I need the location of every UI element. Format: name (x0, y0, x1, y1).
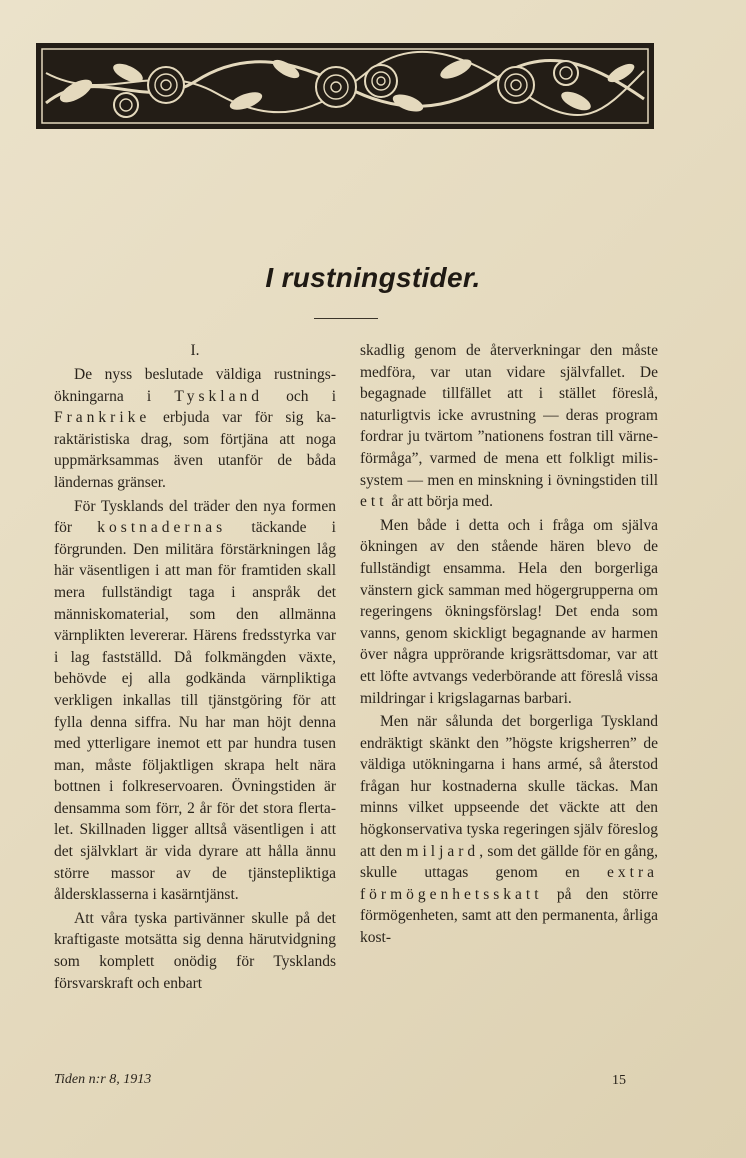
spaced-word: ett (360, 493, 388, 511)
title-rule (314, 318, 378, 319)
article-title: I rustningstider. (265, 262, 481, 293)
journal-citation: Tiden n:r 8, 1913 (54, 1072, 152, 1087)
spaced-word: miljard (406, 842, 480, 860)
text-run: , som det gällde för en gång, skulle uttagas genom en (360, 842, 658, 882)
text-run: år att börja med. (387, 493, 493, 511)
text-run: De nyss beslutade väldiga rustningsökningarna i (54, 366, 336, 405)
spaced-word: kostnadernas (97, 519, 227, 537)
text-run: på den större förmögenheten, samt att den permanenta, årliga kost- (360, 885, 658, 947)
text-run: För Tysklands del träder den nya formen för (54, 497, 336, 537)
text-run: skadlig genom de återverkningar den måste medföra, var utan vidare självfallet. De begagnade tillfället att i stället föreslå, naturligtvis icke avrustning — deras program fordrar ju tvärtom ”nationens fostran till värneförmåga”, varmed de mena ett folkligt milis-system — men en minskning i övningstiden till (360, 342, 658, 489)
left-column (54, 340, 336, 994)
paragraph (54, 364, 336, 494)
rose-vine-ornament-icon (36, 43, 654, 129)
text-run: täckande i förgrunden. Den militära förstärkningen låg här väsentligen i att man för framtiden skall mera fullständigt taga i anspråk det människomaterial, som den allmänna värnplikten levererar. Härens fredsstyrka var i lag fastställd. Då folkmängden växte, behövde ej alla godkända värnpliktiga verkligen inkallas till tjänstgöring för att fylla denna siffra. Nu har man höjt denna med ytterligare inemot ett par hundra tusen man, måste följaktligen skrapa helt nära bottnen i folkreservoaren. Övningstiden är densamma som förr, 2 år för det stora flertalet. Skillnaden ligger alltså väsentligen i att det självklart är vida dyrare att hålla ännu större massor av de tjänstepliktiga åldersklasserna i kasärntjänst. (54, 519, 336, 904)
spaced-word: extra förmögenhetsskatt (360, 864, 658, 903)
spaced-word: Tyskland (174, 387, 263, 405)
paragraph (54, 496, 336, 906)
paragraph (360, 711, 658, 949)
paragraph (360, 340, 658, 513)
page-number: 15 (612, 1073, 626, 1088)
text-run: och i (262, 387, 336, 405)
section-number: I. (190, 342, 200, 359)
paragraph: Men både i detta och i fråga om själva ökningen av den stående hären blevo de fullständigt ensamma. Hela den borgerliga vänstern gick samman med högergrupperna om regeringens ökningsförslag! Det enda som vanns, genom skickligt begagnande av harmen över några upprörande krigsrättsdomar, var att ett löfte avtvangs vederbörande att föreslå vissa mildringar i krigslagarnas barbari. (360, 516, 658, 707)
text-run: erbjuda var för sig karaktäristiska drag, som förtjäna att noga uppmärksammas även utanför de båda ländernas gränser. (54, 409, 336, 491)
right-column (360, 340, 658, 949)
text-run: Men när sålunda det borgerliga Tyskland endräktigt skänkt den ”högste krigsherren” de väldiga utökningarna i hans armé, så återstod frågan hur kostnaderna skulle täckas. Man minns vilket uppseende det väckte att den högkonservativa tyska regeringen själv föreslog att den (360, 713, 658, 860)
spaced-word: Frankrike (54, 409, 151, 427)
paragraph: Att våra tyska partivänner skulle på det kraftigaste motsätta sig denna härutvidgning som komplett onödig för Tysklands försvarskraft och enbart (54, 909, 336, 992)
